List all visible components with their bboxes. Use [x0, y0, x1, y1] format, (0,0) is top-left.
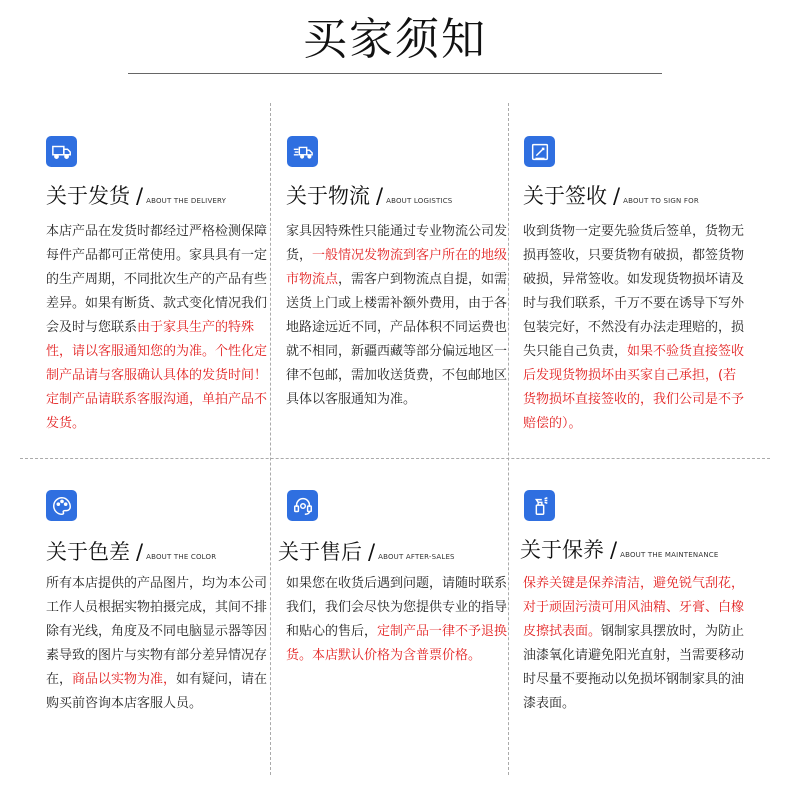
section-title: 关于保养 — [520, 538, 604, 562]
section-subtitle: ABOUT AFTER-SALES — [378, 553, 455, 561]
section-title: 关于色差 — [46, 540, 130, 564]
grid-divider-h — [20, 458, 770, 459]
body-text: ，需客户到物流点自提，如需送货上门或上楼需补额外费用，由于各地路途远近不同，产品体积不同运费也就不相同，新疆西藏等部分偏远地区一律不包邮，需加收送货费，不包邮地区具体以客服通知为准。 — [286, 272, 508, 407]
body-text: 家具因特殊性只能通过专业物流公司发货， — [286, 224, 508, 263]
section-subtitle: ABOUT THE COLOR — [146, 553, 217, 561]
section-subtitle: ABOUT LOGISTICS — [386, 197, 453, 205]
body-text-highlight: 如果不验货直接签收后发现货物损坏由买家自己承担，(若货物损坏直接签收的，我们公司是不予赔偿的）。 — [523, 344, 745, 431]
body-text: 如果您在收货后遇到问题，请随时联系我们，我们会尽快为您提供专业的指导和贴心的售后， — [286, 576, 508, 639]
body-text-highlight: 保养关键是保养清洁，避免锐气刮花，对于顽固污渍可用风油精、牙膏、白橡皮擦拭表面。 — [523, 576, 745, 639]
customer-service-icon — [287, 490, 318, 521]
body-text: 收到货物一定要先验货后签单，货物无损再签收，只要货物有破损，都签货物破损，异常签收。如发现货物损坏请及时与我们联系，千万不要在诱导下写外包装完好，不然没有办法走理赔的，损失只能自己负责， — [523, 224, 745, 359]
page-title: 买家须知 — [303, 14, 487, 65]
section-heading: 关于物流 / ABOUT LOGISTICS — [286, 184, 453, 208]
grid-divider-v2 — [508, 103, 509, 775]
sign-pen-icon — [524, 136, 555, 167]
section-title: 关于签收 — [523, 184, 607, 208]
section-body — [286, 572, 510, 668]
section-heading: 关于保养 / ABOUT THE MAINTENANCE — [520, 538, 719, 562]
section-title: 关于物流 — [286, 184, 370, 208]
body-text: 钢制家具摆放时，为防止油漆氧化请避免阳光直射，当需要移动时尽量不要拖动以免损坏钢制家具的油漆表面。 — [523, 624, 745, 711]
body-text-highlight: 由于家具生产的特殊性，请以客服通知您的为准。个性化定制产品请与客服确认具体的发货时间！定制产品请联系客服沟通，单拍产品不发货。 — [46, 320, 268, 431]
truck-icon — [46, 136, 77, 167]
section-subtitle: ABOUT THE DELIVERY — [146, 197, 227, 205]
section-body — [46, 572, 270, 716]
body-text: 本店产品在发货时都经过严格检测保障每件产品都可正常使用。家具具有一定的生产周期，不同批次生产的产品有些差异。如果有断货、款式变化情况我们会及时与您联系 — [46, 224, 268, 335]
body-text: 如有疑问，请在购买前咨询本店客服人员。 — [46, 672, 268, 711]
section-heading: 关于色差 / ABOUT THE COLOR — [46, 540, 217, 564]
section-heading: 关于发货 / ABOUT THE DELIVERY — [46, 184, 227, 208]
body-text-highlight: 定制产品一律不予退换货。本店默认价格为含普票价格。 — [286, 624, 508, 663]
palette-icon — [46, 490, 77, 521]
body-text: 所有本店提供的产品图片，均为本公司工作人员根据实物拍摄完成，其间不排除有光线，角度及不同电脑显示器等因素导致的图片与实物有部分差异情况存在， — [46, 576, 268, 687]
spray-bottle-icon — [524, 490, 555, 521]
section-body — [286, 220, 510, 412]
section-heading: 关于签收 / ABOUT TO SIGN FOR — [523, 184, 699, 208]
title-divider — [128, 73, 662, 74]
section-title: 关于售后 — [278, 540, 362, 564]
section-body — [46, 220, 270, 436]
section-body — [523, 220, 747, 436]
section-subtitle: ABOUT THE MAINTENANCE — [620, 551, 719, 559]
section-title: 关于发货 — [46, 184, 130, 208]
grid-divider-v1 — [270, 103, 271, 775]
body-text-highlight: 商品以实物为准， — [72, 672, 177, 687]
section-heading: 关于售后 / ABOUT AFTER-SALES — [278, 540, 455, 564]
section-body — [523, 572, 755, 716]
fast-delivery-icon — [287, 136, 318, 167]
section-subtitle: ABOUT TO SIGN FOR — [623, 197, 699, 205]
body-text-highlight: 一般情况发物流到客户所在的地级市物流点 — [286, 248, 508, 287]
